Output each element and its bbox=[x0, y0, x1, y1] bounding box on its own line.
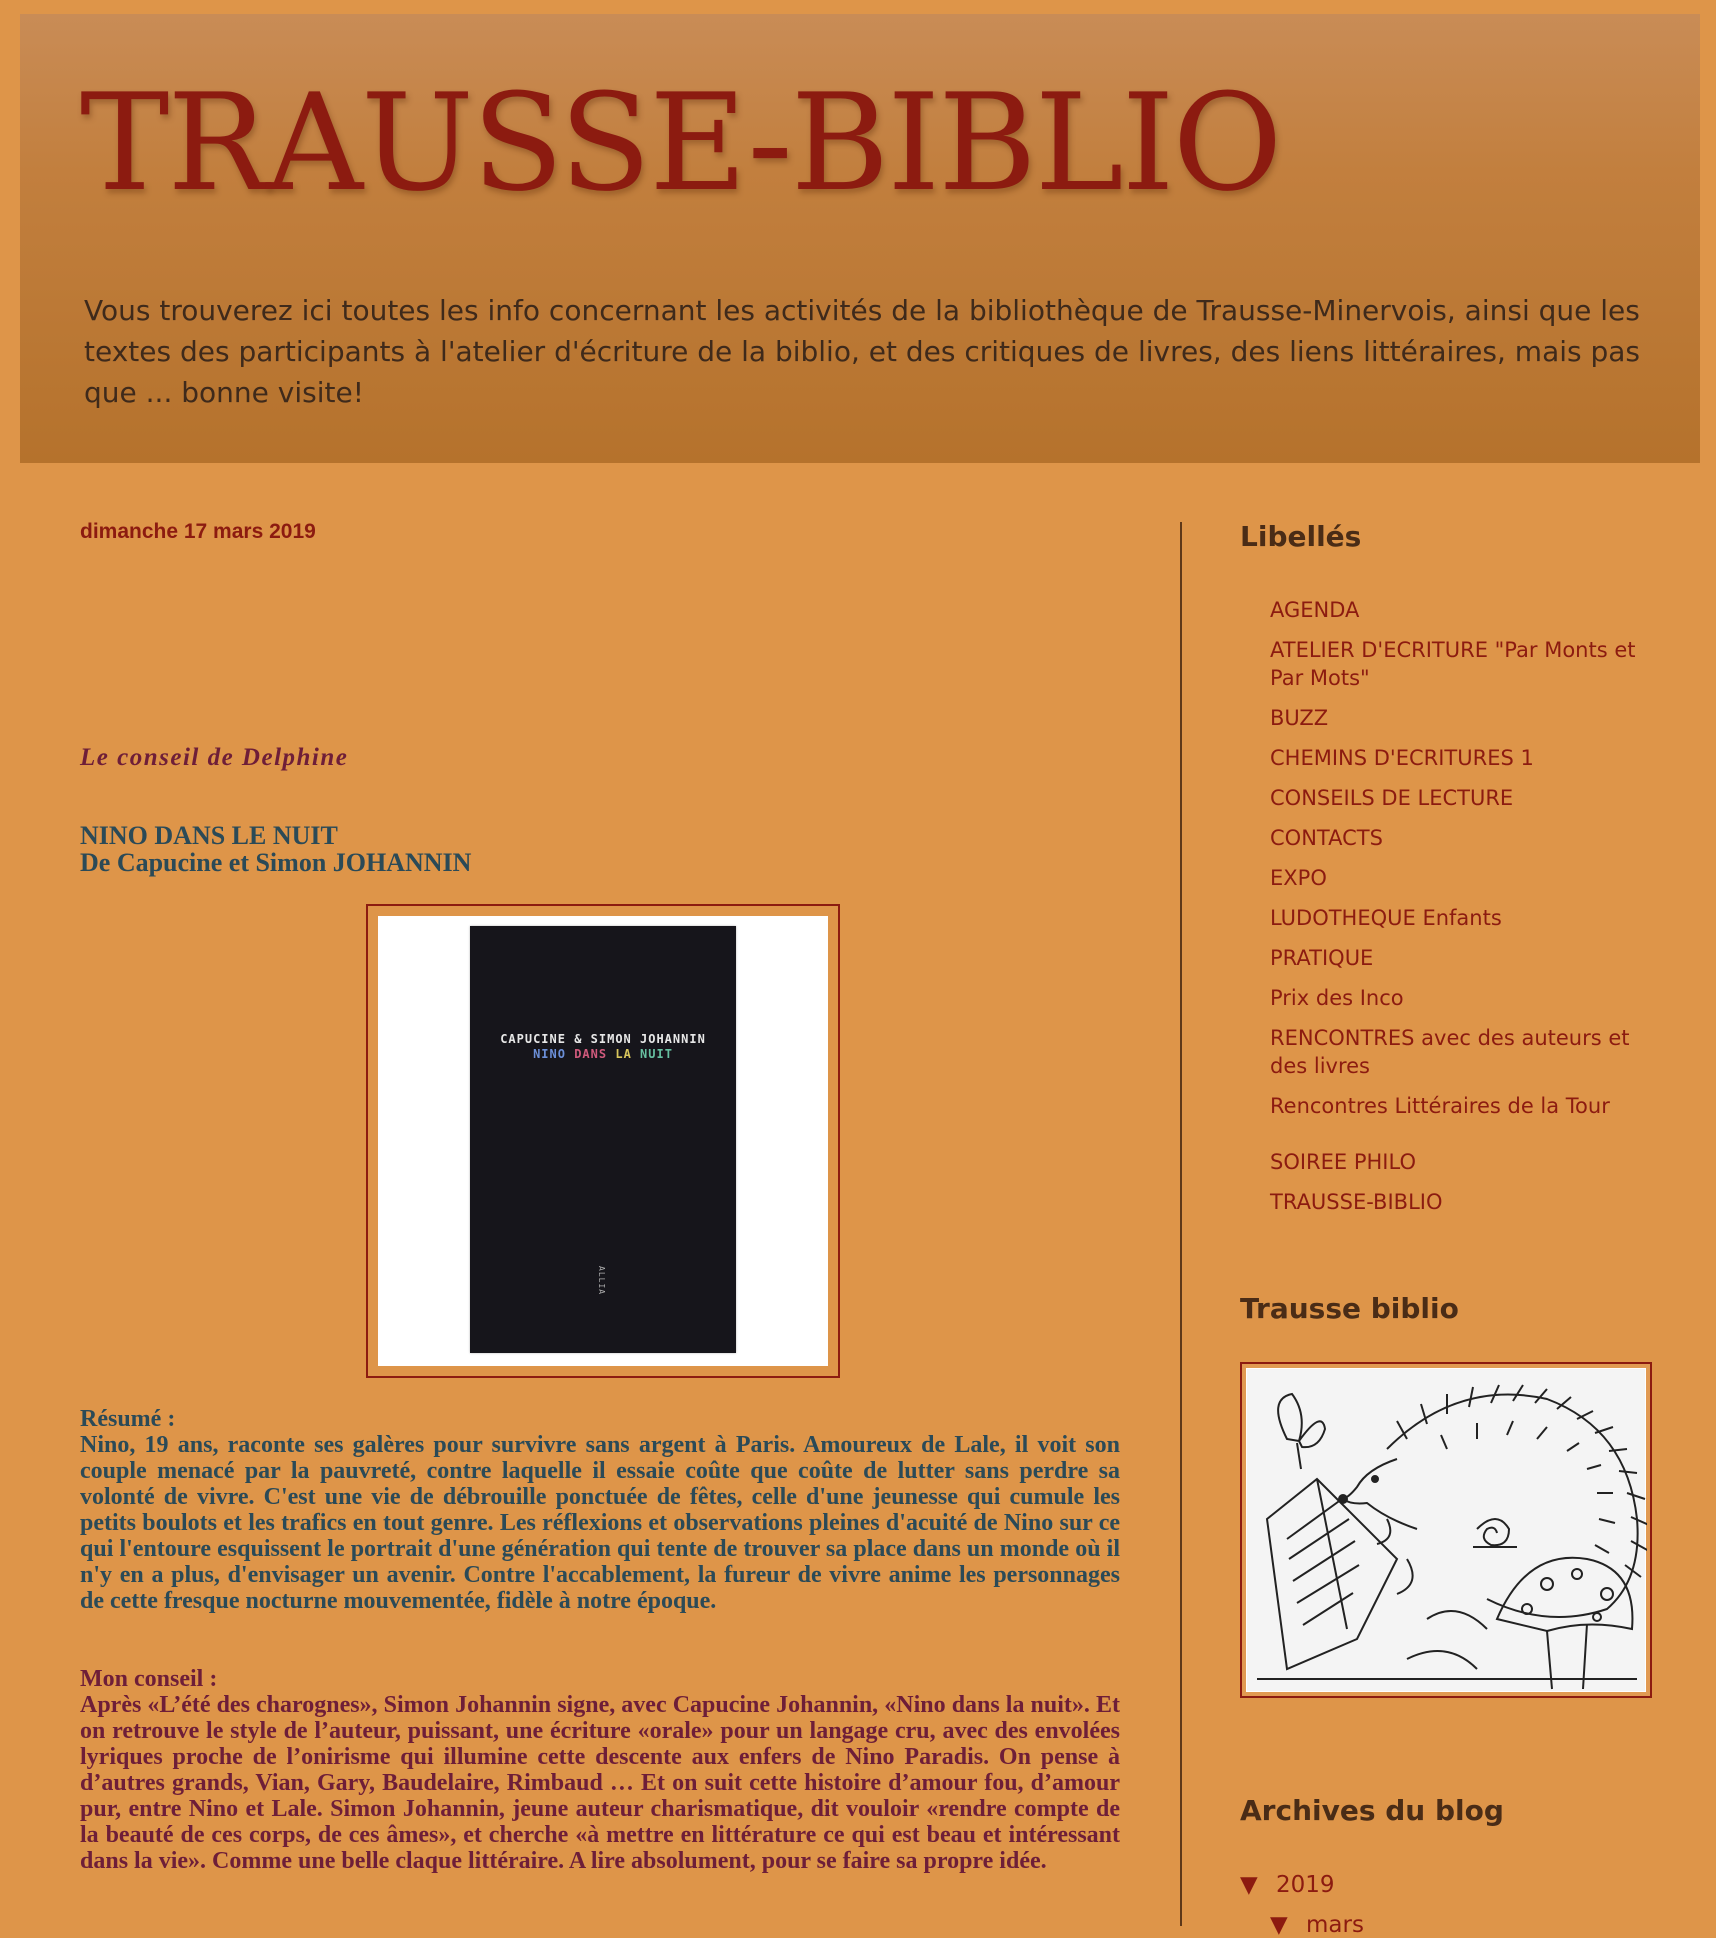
label-link-rencontres-tour[interactable]: Rencontres Littéraires de la Tour bbox=[1270, 1094, 1610, 1118]
label-link-chemins[interactable]: CHEMINS D'ECRITURES 1 bbox=[1270, 746, 1534, 770]
image-widget-title: Trausse biblio bbox=[1240, 1292, 1459, 1325]
archive-year-2019[interactable] bbox=[1240, 1872, 1335, 1898]
archive-month-label[interactable]: mars bbox=[1306, 1912, 1364, 1938]
book-cover bbox=[470, 926, 736, 1353]
book-title: NINO DANS LE NUIT bbox=[80, 821, 338, 850]
collapse-arrow-icon[interactable]: ▼ bbox=[1270, 1912, 1288, 1938]
cover-title-word: DANS bbox=[574, 1047, 608, 1061]
cover-authors: CAPUCINE & SIMON JOHANNIN bbox=[500, 1032, 706, 1046]
label-link-soiree-philo[interactable]: SOIREE PHILO bbox=[1270, 1150, 1416, 1174]
column-divider bbox=[1180, 522, 1182, 1926]
label-link-contacts[interactable]: CONTACTS bbox=[1270, 826, 1383, 850]
book-authors: De Capucine et Simon JOHANNIN bbox=[80, 848, 472, 877]
cover-title-word: NINO bbox=[533, 1047, 566, 1061]
cover-title-word: LA bbox=[615, 1047, 632, 1061]
labels-list bbox=[1270, 596, 1650, 1228]
blog-header bbox=[20, 14, 1700, 463]
hedgehog-reading-drawing bbox=[1247, 1369, 1647, 1691]
summary-text: Nino, 19 ans, raconte ses galères pour survivre sans argent à Paris. Amoureux de Lale, il voit son couple menacé par la pauvreté, contre laquelle il essaie coûte que coûte de lutter sans perdre sa volonté de vivre. C'est une vie de débrouille ponctuée de fêtes, celle d'une jeunesse qui cumule les petits boulots et les trafics en tout genre. Les réflexions et observations pleines d'acuité de Nino sur ce qui l'entoure esquissent le portrait d'une génération qui tente de trouver sa place dans un monde où il n'y en a plus, d'envisager un avenir. Contre l'accablement, la fureur de vivre anime les personnages de cette fresque nocturne mouvementée, fidèle à notre époque. bbox=[80, 1432, 1120, 1614]
archive-widget-title: Archives du blog bbox=[1240, 1794, 1504, 1827]
archive-year-label[interactable]: 2019 bbox=[1276, 1872, 1335, 1898]
hedgehog-illustration[interactable] bbox=[1246, 1368, 1646, 1692]
label-link-conseils[interactable]: CONSEILS DE LECTURE bbox=[1270, 786, 1514, 810]
cover-title bbox=[470, 1047, 736, 1061]
label-link-ludotheque[interactable]: LUDOTHEQUE Enfants bbox=[1270, 906, 1502, 930]
label-link-buzz[interactable]: BUZZ bbox=[1270, 706, 1329, 730]
label-link-trausse-biblio[interactable]: TRAUSSE-BIBLIO bbox=[1270, 1190, 1443, 1214]
hedgehog-image-frame[interactable] bbox=[1240, 1362, 1652, 1698]
cover-title-word: NUIT bbox=[640, 1047, 673, 1061]
blog-title[interactable]: TRAUSSE-BIBLIO bbox=[80, 65, 1281, 221]
book-heading bbox=[80, 822, 471, 876]
cover-publisher: ALLIA bbox=[597, 1266, 606, 1296]
labels-widget-title: Libellés bbox=[1240, 520, 1362, 553]
label-link-pratique[interactable]: PRATIQUE bbox=[1270, 946, 1374, 970]
advice-heading: Mon conseil : bbox=[80, 1666, 218, 1692]
label-link-rencontres[interactable]: RENCONTRES avec des auteurs et des livres bbox=[1270, 1026, 1630, 1078]
summary-heading: Résumé : bbox=[80, 1406, 176, 1432]
post-date: dimanche 17 mars 2019 bbox=[80, 520, 316, 543]
book-cover-image[interactable] bbox=[378, 916, 828, 1366]
collapse-arrow-icon[interactable]: ▼ bbox=[1240, 1872, 1258, 1898]
label-link-prix[interactable]: Prix des Inco bbox=[1270, 986, 1404, 1010]
label-link-atelier[interactable]: ATELIER D'ECRITURE "Par Monts et Par Mots" bbox=[1270, 638, 1636, 690]
archive-month-mars[interactable] bbox=[1270, 1912, 1364, 1938]
advice-author: Le conseil de Delphine bbox=[80, 744, 349, 771]
book-cover-frame[interactable] bbox=[366, 904, 840, 1378]
blog-description: Vous trouverez ici toutes les info concernant les activités de la bibliothèque de Trausse-Minervois, ainsi que les textes des participants à l'atelier d'écriture de la biblio, et des critiques de livres, des liens littéraires, mais pas que ... bonne visite! bbox=[84, 294, 1641, 409]
label-link-expo[interactable]: EXPO bbox=[1270, 866, 1327, 890]
advice-text: Après «L’été des charognes», Simon Johannin signe, avec Capucine Johannin, «Nino dans la nuit». Et on retrouve le style de l’auteur, puissant, une écriture «orale» pour un langage cru, avec des envolées lyriques proche de l’onirisme qui illumine cette descente aux enfers de Nino Paradis. On pense à d’autres grands, Vian, Gary, Baudelaire, Rimbaud … Et on suit cette histoire d’amour fou, d’amour pur, entre Nino et Lale. Simon Johannin, jeune auteur charismatique, dit vouloir «rendre compte de la beauté de ces corps, de ces âmes», et cherche «à mettre en littérature ce qui est beau et intéressant dans la vie». Comme une belle claque littéraire. A lire absolument, pour se faire sa propre idée. bbox=[80, 1692, 1120, 1874]
label-link-agenda[interactable]: AGENDA bbox=[1270, 598, 1360, 622]
